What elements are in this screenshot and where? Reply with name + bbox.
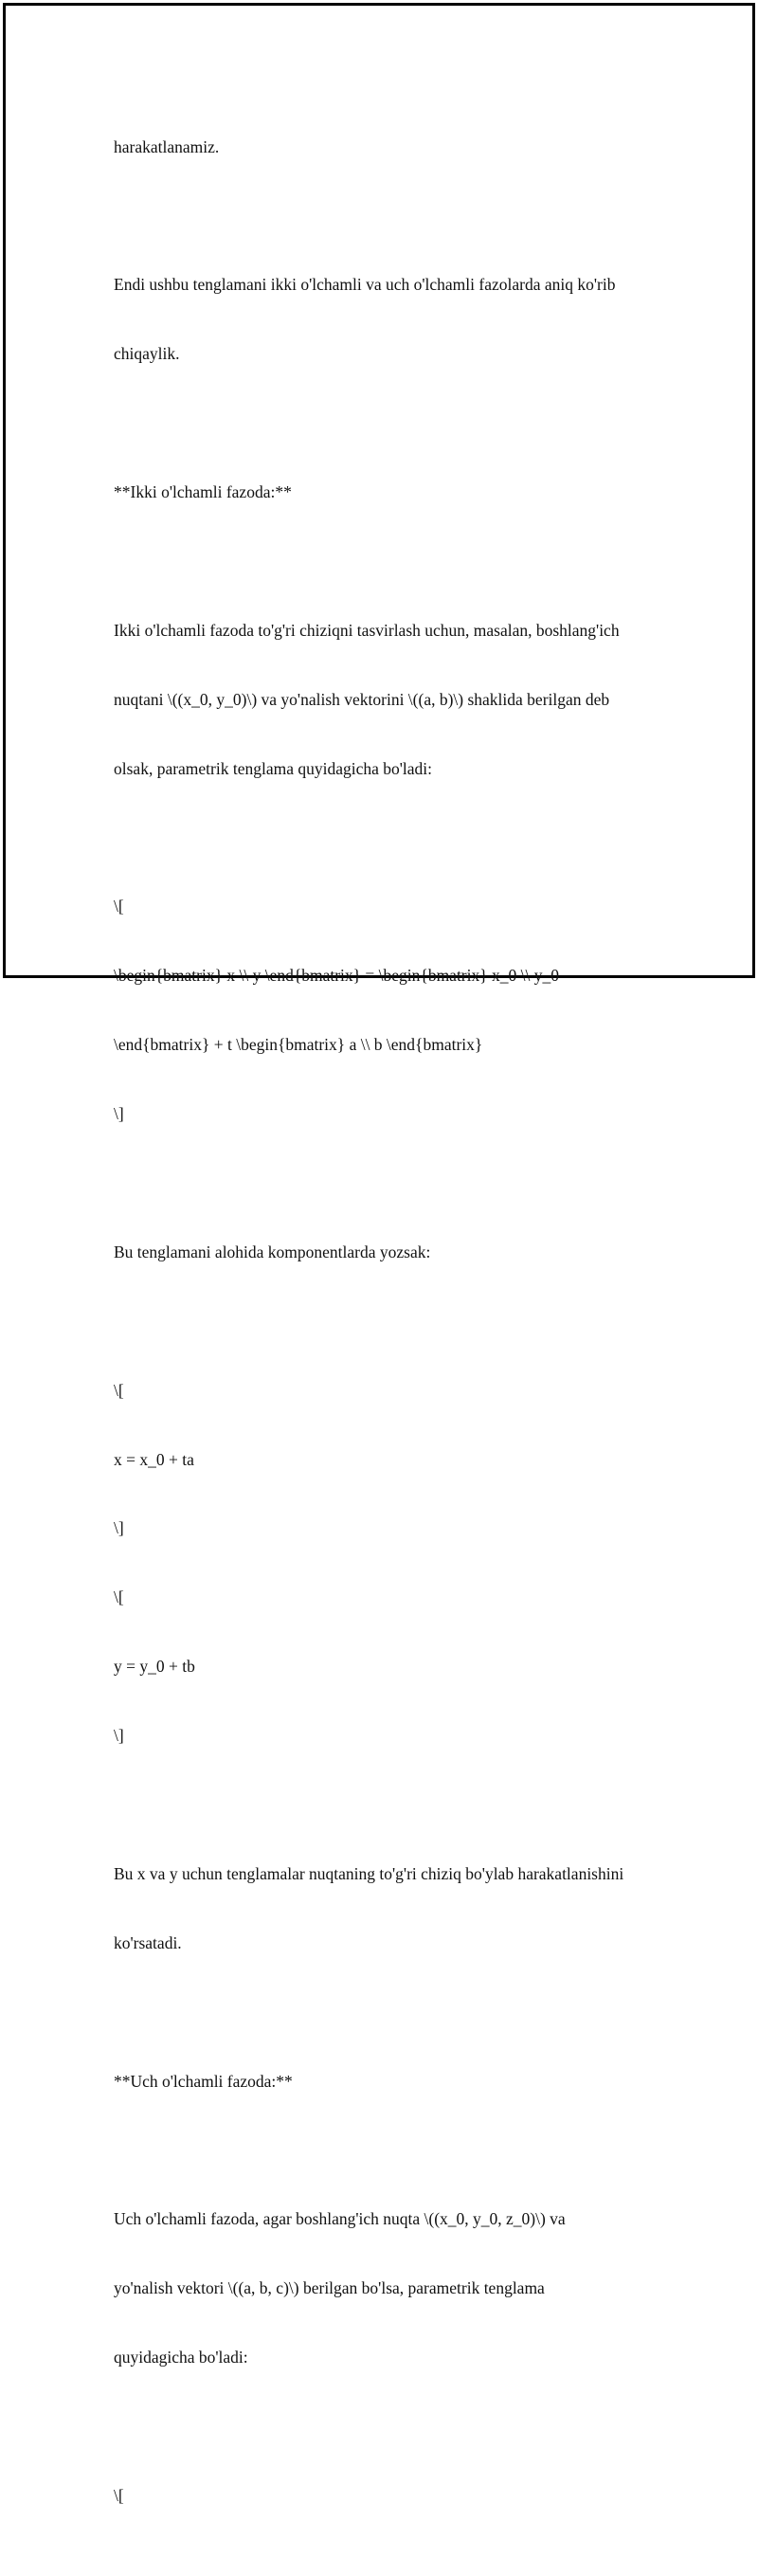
text-line: harakatlanamiz.: [114, 136, 220, 156]
equation-line: \[: [114, 1587, 124, 1607]
equation-line: \end{bmatrix} + t \begin{bmatrix} a \\ b \end{bmatrix}: [114, 1035, 483, 1055]
equation-line: \]: [114, 1518, 124, 1538]
equation-matrix-2d: [114, 849, 682, 1171]
paragraph-2d-description: [114, 572, 682, 825]
equation-line: \[: [114, 2485, 124, 2505]
paragraph-2d-explanation: [114, 1816, 682, 2000]
paragraph-transition: [114, 227, 682, 411]
text-line: nuqtani \((x_0, y_0)\) va yo'nalish vektorini \((a, b)\) shaklida berilgan deb: [114, 689, 610, 709]
heading-3d: [114, 2023, 682, 2138]
equation-components-2d: [114, 1333, 682, 1793]
text-line: Ikki o'lchamli fazoda to'g'ri chiziqni tasvirlash uchun, masalan, boshlang'ich: [114, 620, 620, 640]
text-line: quyidagicha bo'ladi:: [114, 2348, 248, 2367]
text-line: Bu tenglamani alohida komponentlarda yozsak:: [114, 1242, 431, 1261]
heading-2d: [114, 434, 682, 549]
text-line: Uch o'lchamli fazoda, agar boshlang'ich nuqta \((x_0, y_0, z_0)\) va: [114, 2209, 566, 2229]
paragraph-3d-description: [114, 2162, 682, 2415]
equation-line: \[: [114, 897, 124, 916]
text-line: chiqaylik.: [114, 344, 180, 364]
paragraph-components: [114, 1194, 682, 1309]
equation-line: x = x_0 + ta: [114, 1449, 194, 1469]
text-line: ko'rsatadi.: [114, 1932, 182, 1952]
paragraph-intro-end: [114, 89, 682, 204]
text-line: Bu x va y uchun tenglamalar nuqtaning to'g'ri chiziq bo'ylab harakatlanishini: [114, 1863, 624, 1883]
heading-text: **Uch o'lchamli fazoda:**: [114, 2071, 293, 2091]
text-line: Endi ushbu tenglamani ikki o'lchamli va uch o'lchamli fazolarda aniq ko'rib: [114, 275, 616, 295]
equation-line: \]: [114, 1726, 124, 1746]
equation-3d-start: [114, 2438, 682, 2552]
equation-line: \]: [114, 1104, 124, 1124]
text-line: yo'nalish vektori \((a, b, c)\) berilgan bo'lsa, parametrik tenglama: [114, 2278, 545, 2298]
equation-line: \begin{bmatrix} x \\ y \end{bmatrix} = \begin{bmatrix} x_0 \\ y_0: [114, 966, 559, 986]
equation-line: \[: [114, 1380, 124, 1400]
equation-line: y = y_0 + tb: [114, 1657, 195, 1677]
document-page: [3, 3, 755, 2505]
document-body: [114, 89, 682, 2576]
heading-text: **Ikki o'lchamli fazoda:**: [114, 482, 292, 502]
text-line: olsak, parametrik tenglama quyidagicha bo'ladi:: [114, 758, 433, 778]
